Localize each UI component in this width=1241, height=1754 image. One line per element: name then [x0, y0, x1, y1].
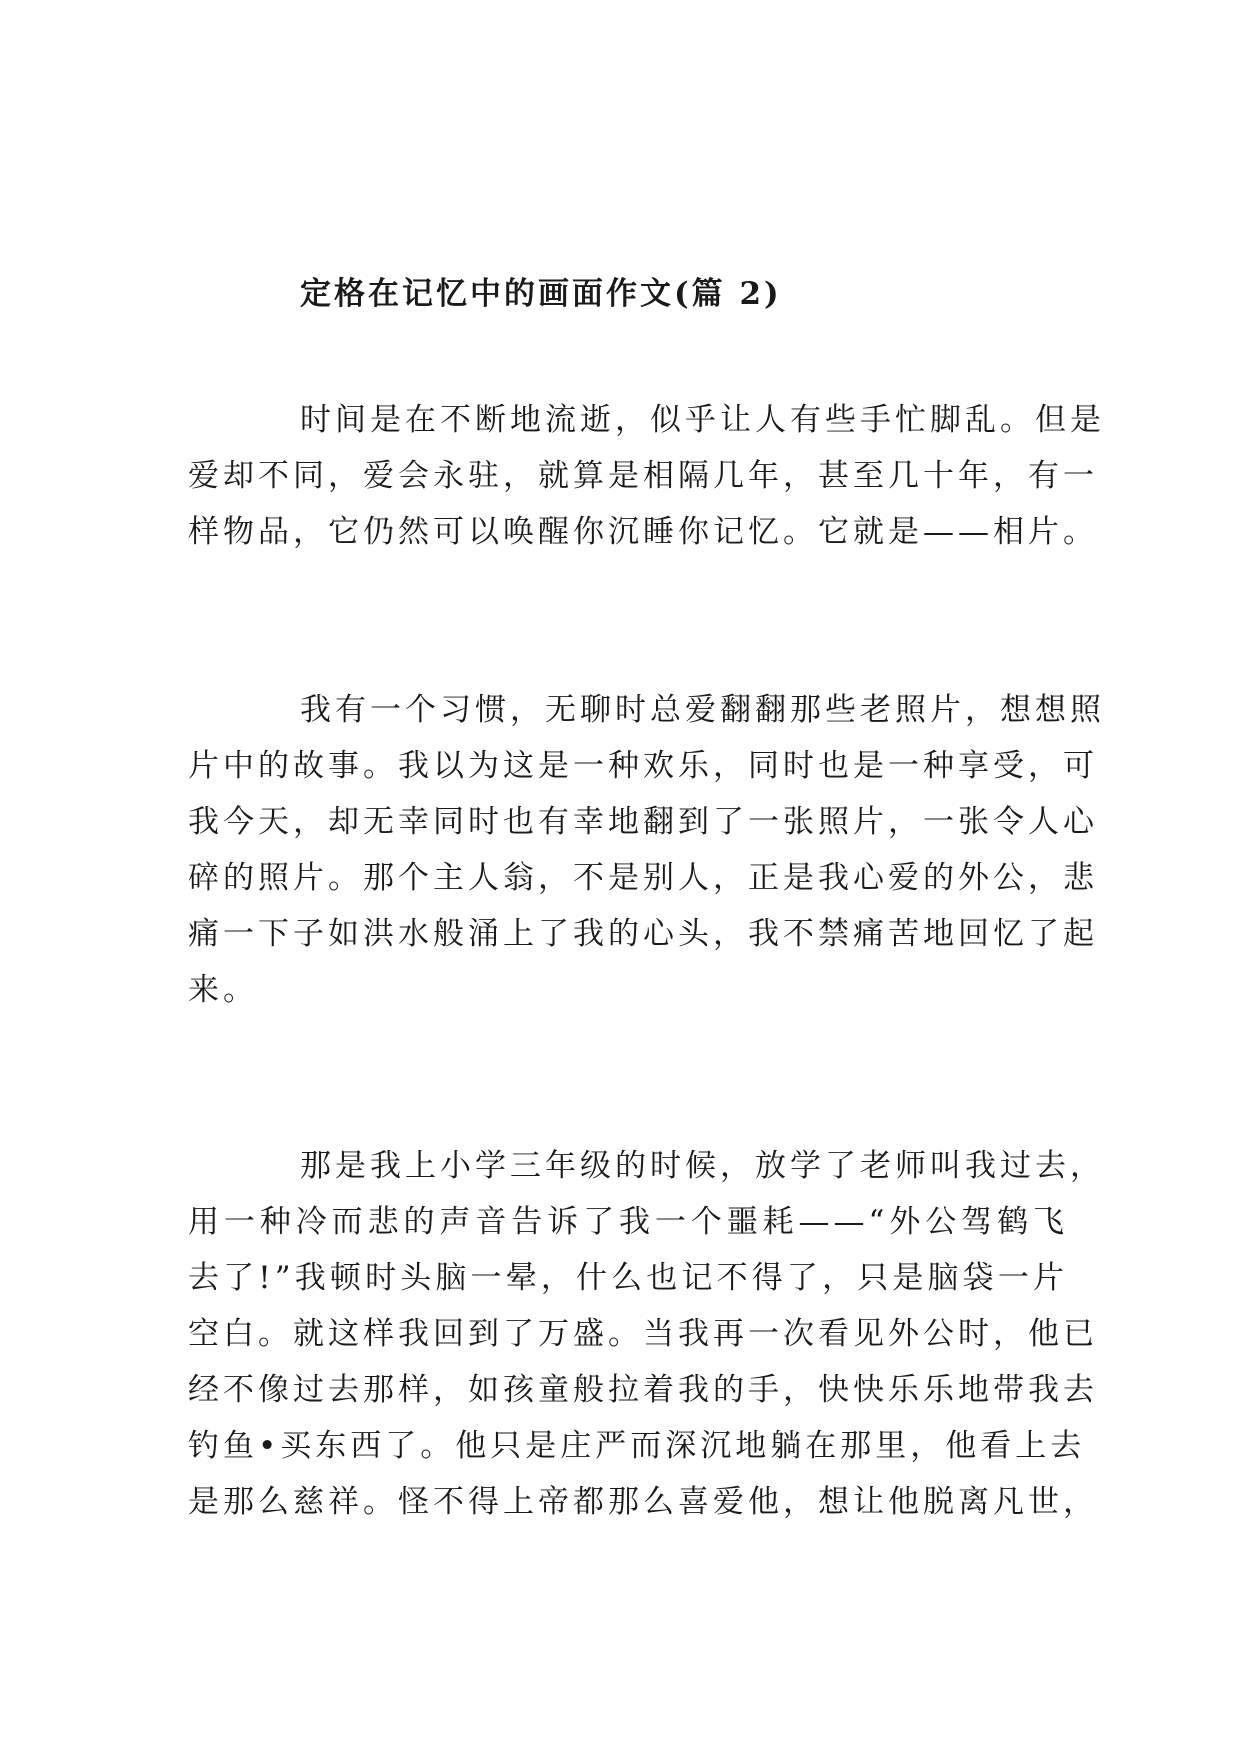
paragraph-line: 我有一个习惯，无聊时总爱翻翻那些老照片，想想照 [300, 692, 1105, 728]
paragraph-line: 空白。就这样我回到了万盛。当我再一次看见外公时，他已 [188, 1316, 1098, 1352]
paragraph-line: 那是我上小学三年级的时候，放学了老师叫我过去， [300, 1148, 1105, 1184]
paragraph-line: 钓鱼•买东西了。他只是庄严而深沉地躺在那里，他看上去 [188, 1428, 1086, 1464]
paragraph-line: 爱却不同，爱会永驻，就算是相隔几年，甚至几十年，有一 [188, 458, 1098, 494]
paragraph-line: 片中的故事。我以为这是一种欢乐，同时也是一种享受，可 [188, 748, 1098, 784]
paragraph-line: 碎的照片。那个主人翁，不是别人，正是我心爱的外公，悲 [188, 860, 1098, 896]
paragraph-line: 样物品，它仍然可以唤醒你沉睡你记忆。它就是——相片。 [188, 514, 1098, 550]
paragraph-line: 是那么慈祥。怪不得上帝都那么喜爱他，想让他脱离凡世， [188, 1484, 1098, 1520]
paragraph-line: 用一种冷而悲的声音告诉了我一个噩耗——“外公驾鹤飞 [188, 1204, 1068, 1240]
paragraph-3 [188, 1138, 1105, 1530]
paragraph-line: 去了!”我顿时头脑一晕，什么也记不得了，只是脑袋一片 [188, 1260, 1068, 1296]
paragraph-2 [188, 682, 1105, 1018]
paragraph-line: 经不像过去那样，如孩童般拉着我的手，快快乐乐地带我去 [188, 1372, 1098, 1408]
paragraph-1 [188, 392, 1105, 560]
document-title: 定格在记忆中的画面作文(篇 2) [300, 276, 782, 312]
paragraph-line: 时间是在不断地流逝，似乎让人有些手忙脚乱。但是 [300, 402, 1105, 438]
paragraph-line: 我今天，却无幸同时也有幸地翻到了一张照片，一张令人心 [188, 804, 1098, 840]
paragraph-line: 来。 [188, 972, 258, 1008]
paragraph-line: 痛一下子如洪水般涌上了我的心头，我不禁痛苦地回忆了起 [188, 916, 1098, 952]
